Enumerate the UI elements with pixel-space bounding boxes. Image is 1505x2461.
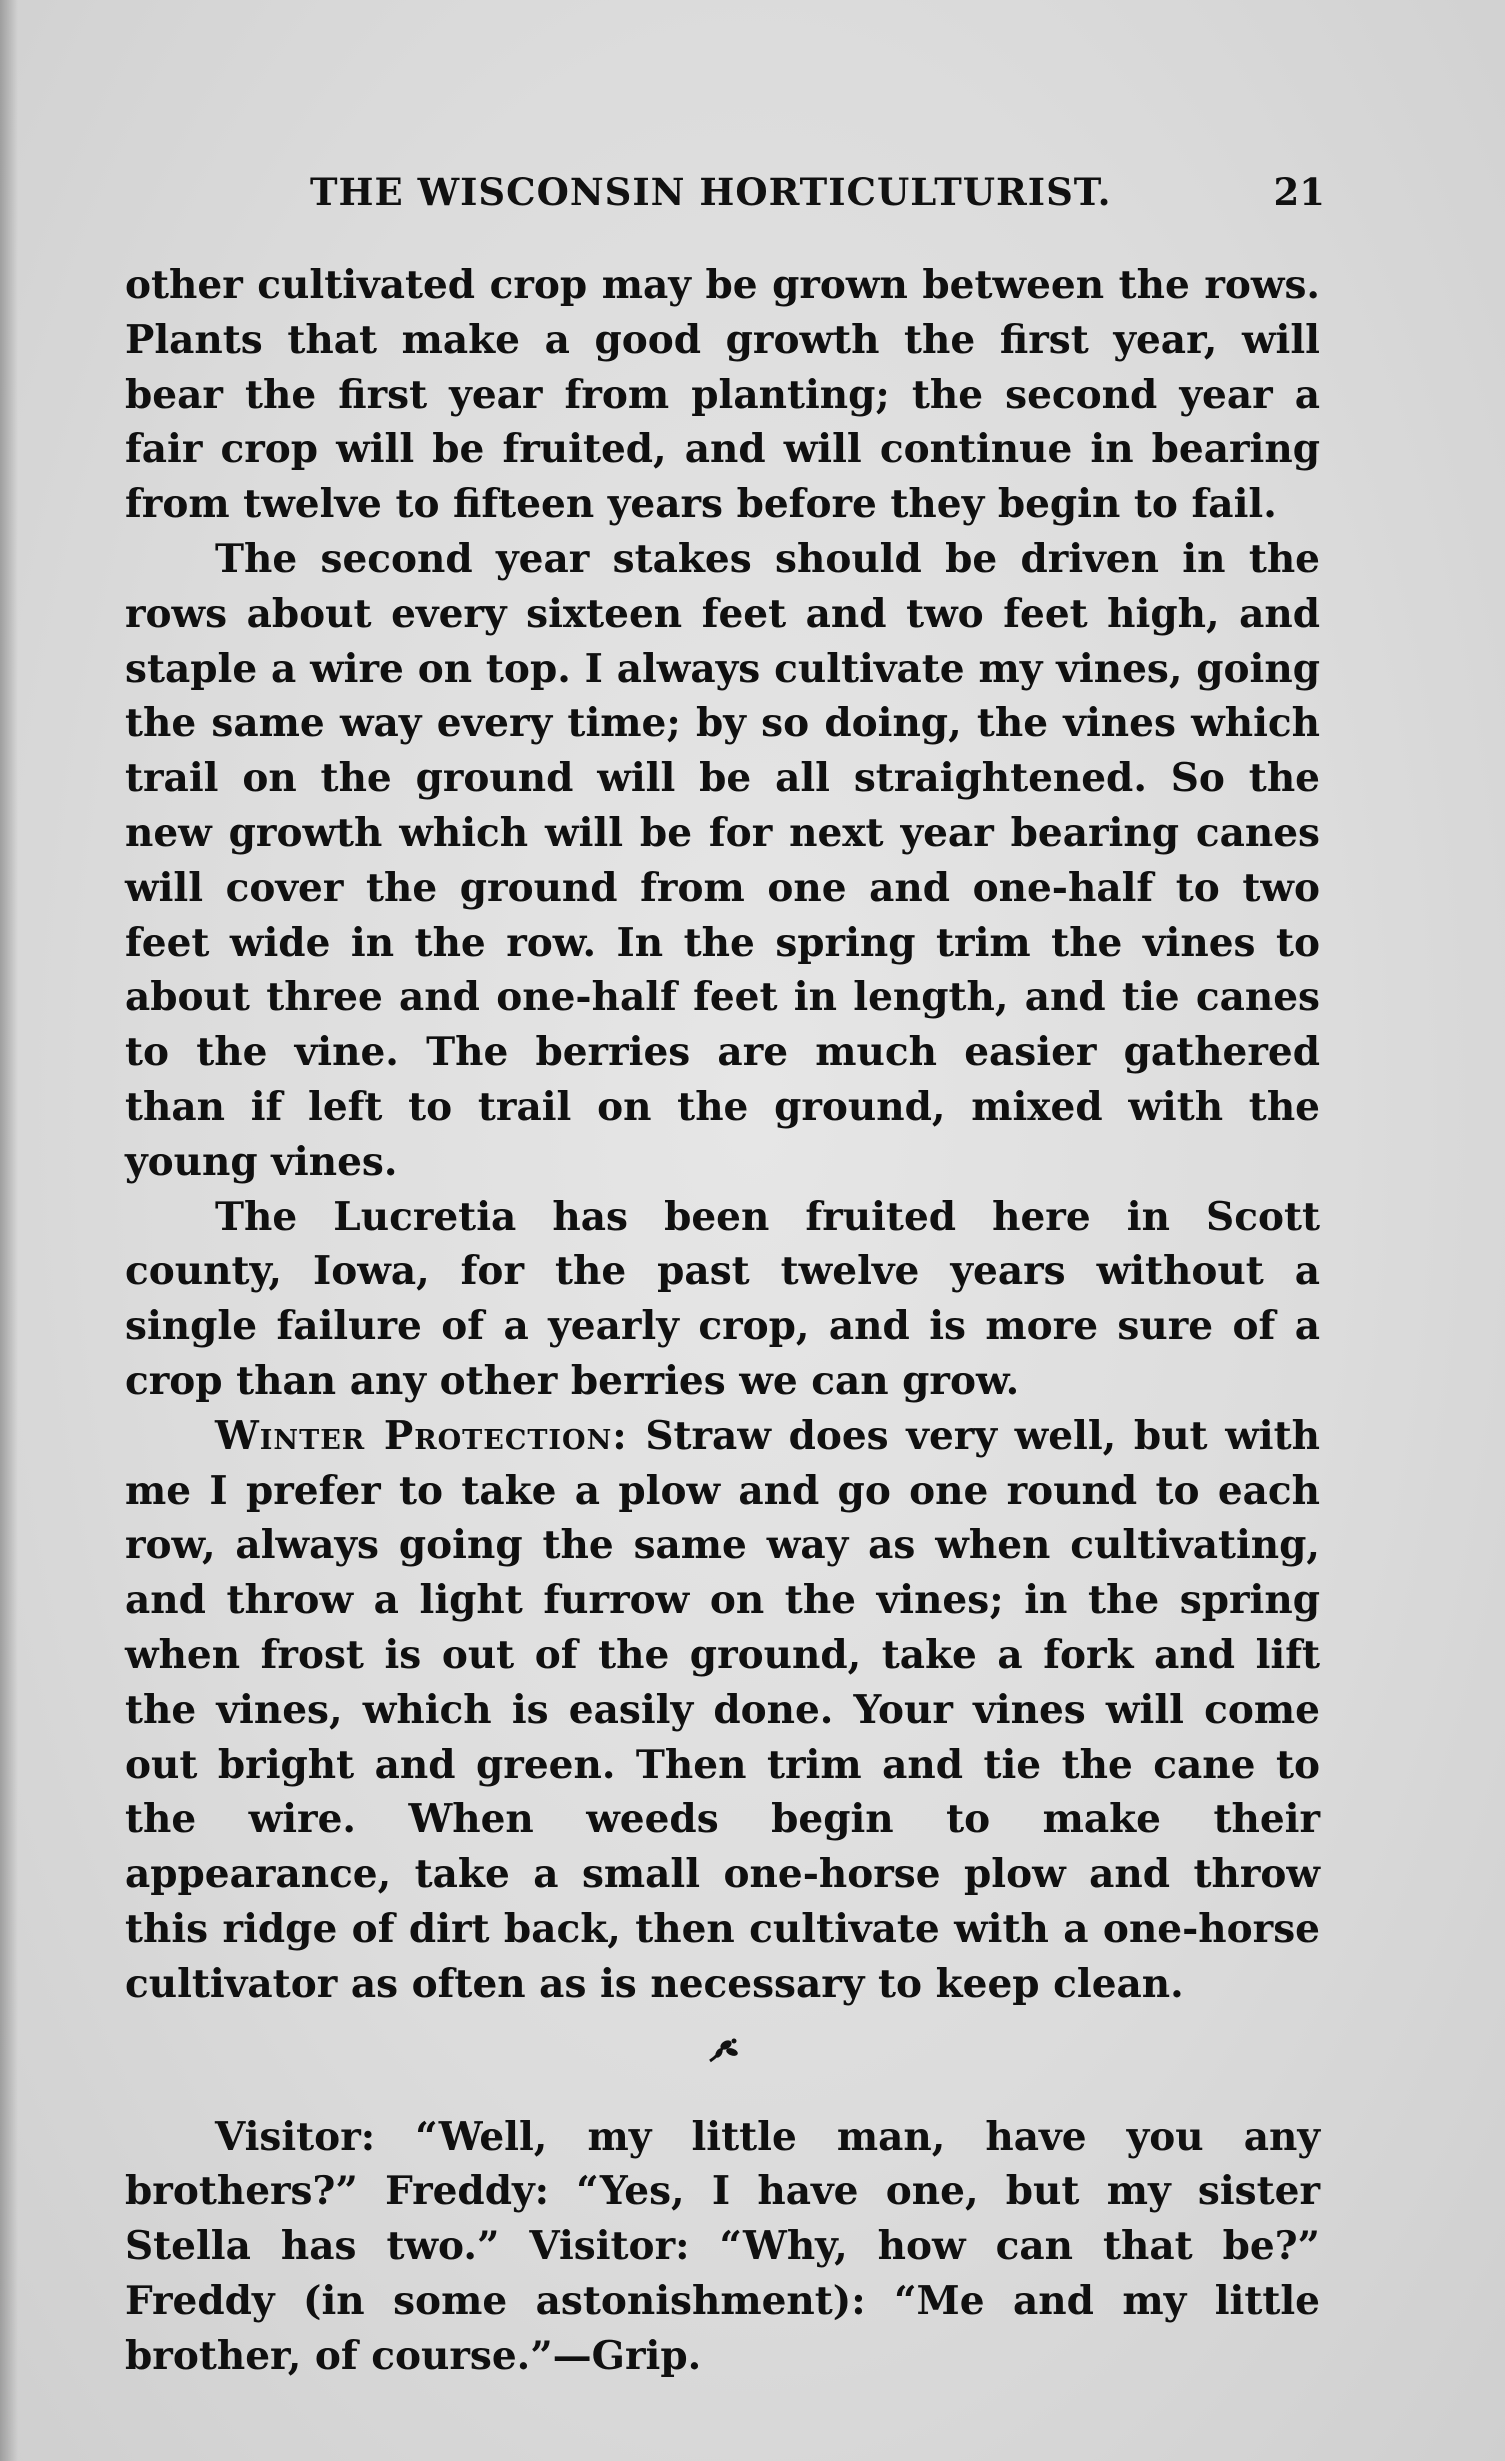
leaf-ornament-icon: [706, 2024, 740, 2069]
section-heading-winter-protection: Winter Protection:: [215, 1412, 628, 1459]
paragraph-continuation: other cultivated crop may be grown between the rows. Plants that make a good growth the first year, will bear the first year from planting; the second year a fair crop will be fruited, and will continue in bearing from twelve to fifteen years before they begin to fail.: [125, 262, 1320, 528]
page-number: 21: [1273, 170, 1325, 214]
section-divider: [125, 2012, 1320, 2094]
winter-protection-text: Straw does very well, but with me I prefer to take a plow and go one round to each row, always going the same way as when cultivating, and throw a light furrow on the vines; in the spring when frost is out of the ground, take a fork and lift the vines, which is easily done. Your vines will come out bright and green. Then trim and tie the cane to the wire. When weeds begin to make their appearance, take a small one-horse plow and throw this ridge of dirt back, then cultivate with a one-horse cultivator as often as is necessary to keep clean.: [125, 1412, 1320, 2007]
paragraph-stakes: The second year stakes should be driven in the rows about every sixteen feet and two feet high, and staple a wire on top. I always cultivate my vines, going the same way every time; by so doing, the vines which trail on the ground will be all straightened. So the new growth which will be for next year bearing canes will cover the ground from one and one-half to two feet wide in the row. In the spring trim the vines to about three and one-half feet in length, and tie canes to the vine. The berries are much easier gathered than if left to trail on the ground, mixed with the young vines.: [125, 535, 1320, 1185]
article-body: [125, 258, 1320, 2383]
spacer: [125, 2094, 1320, 2110]
running-header: [125, 170, 1325, 220]
running-title: THE WISCONSIN HORTICULTURIST.: [310, 170, 1112, 214]
paragraph-lucretia: The Lucretia has been fruited here in Scott county, Iowa, for the past twelve years without a single failure of a yearly crop, and is more sure of a crop than any other berries we can grow.: [125, 1193, 1320, 1404]
paragraph-anecdote: Visitor: “Well, my little man, have you any brothers?” Freddy: “Yes, I have one, but my sister Stella has two.” Visitor: “Why, how can that be?” Freddy (in some astonishment): “Me and my little brother, of course.”—Grip.: [125, 2113, 1320, 2379]
paragraph-winter-protection: [125, 1409, 1320, 2012]
